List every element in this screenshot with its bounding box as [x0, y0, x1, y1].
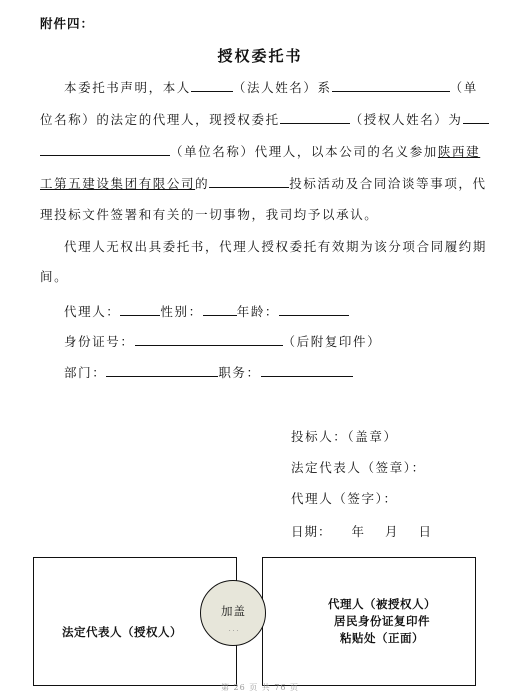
agent-info-row: [64, 302, 349, 322]
agent-name-field[interactable]: [120, 303, 160, 316]
body-text: （单位名称）代理人，以本公司的名义参加: [170, 144, 438, 159]
position-label: 职务：: [218, 365, 261, 380]
age-field[interactable]: [279, 303, 349, 316]
body-line-7: [40, 267, 68, 287]
body-line-3: [40, 142, 480, 162]
id-box-line-2: 居民身份证复印件: [334, 614, 430, 628]
body-text: （单: [449, 80, 478, 95]
bidder-seal-line: 投标人：（盖章）: [291, 429, 398, 444]
dept-label: 部门：: [64, 365, 107, 380]
id-note: （后附复印件）: [282, 334, 382, 349]
age-label: 年龄：: [236, 304, 280, 319]
legal-rep-box-label: 法定代表人（授权人）: [62, 625, 182, 639]
body-text: 本委托书声明，本人: [64, 80, 191, 95]
attachment-label: 附件四：: [40, 16, 95, 31]
agent-sign-line: 代理人（签字）：: [291, 491, 398, 506]
unit-name-blank-2: [40, 143, 170, 156]
body-text: （授权人姓名）为: [349, 112, 463, 127]
body-line-2: [40, 110, 489, 130]
unit-blank-start: [463, 111, 489, 124]
body-text: 理投标文件签署和有关的一切事物，我司均予以承认。: [40, 207, 379, 222]
body-text: （法人姓名）系: [232, 80, 332, 95]
body-text: 位名称）的法定的代理人，现授权委托: [40, 112, 280, 127]
legal-rep-sign-line: 法定代表人（签章）：: [291, 460, 426, 475]
dept-field[interactable]: [106, 364, 218, 377]
body-line-5: [40, 205, 378, 225]
body-text: 间。: [40, 269, 69, 284]
seal-dots: · · ·: [228, 628, 239, 635]
id-label: 身份证号：: [64, 334, 135, 349]
date-line: [291, 522, 432, 540]
date-label: 日期：: [291, 524, 332, 539]
project-blank: [209, 175, 289, 188]
id-box-line-3: 粘贴处（正面）: [340, 631, 424, 645]
year-label: 年: [351, 524, 366, 539]
document-title: 授权委托书: [217, 47, 303, 65]
id-copy-box-label: [300, 596, 464, 647]
body-line-1: [64, 78, 478, 98]
company-name: 工第五建设集团有限公司: [40, 176, 196, 191]
body-line-4: [40, 174, 487, 194]
id-row: [64, 332, 381, 352]
legal-name-blank: [191, 79, 233, 92]
company-name: 陕西建: [437, 144, 481, 159]
authorized-name-blank: [280, 111, 350, 124]
month-label: 月: [385, 524, 399, 539]
dept-row: [64, 363, 353, 383]
gender-field[interactable]: [203, 303, 237, 316]
page-footer: 第 26 页 共 76 页: [220, 683, 300, 692]
id-box-line-1: 代理人（被授权人）: [328, 597, 436, 611]
gender-label: 性别：: [160, 304, 203, 319]
body-text: 代理人无权出具委托书，代理人授权委托有效期为该分项合同履约期: [64, 239, 488, 254]
seal-text: 加盖: [221, 604, 246, 618]
day-label: 日: [418, 524, 433, 539]
body-text: 投标活动及合同洽谈等事项，代: [289, 176, 487, 191]
unit-name-blank: [332, 79, 450, 92]
position-field[interactable]: [261, 364, 353, 377]
id-number-field[interactable]: [135, 333, 283, 346]
agent-label: 代理人：: [64, 304, 121, 319]
body-text: 的: [195, 176, 210, 191]
body-line-6: [64, 237, 487, 257]
